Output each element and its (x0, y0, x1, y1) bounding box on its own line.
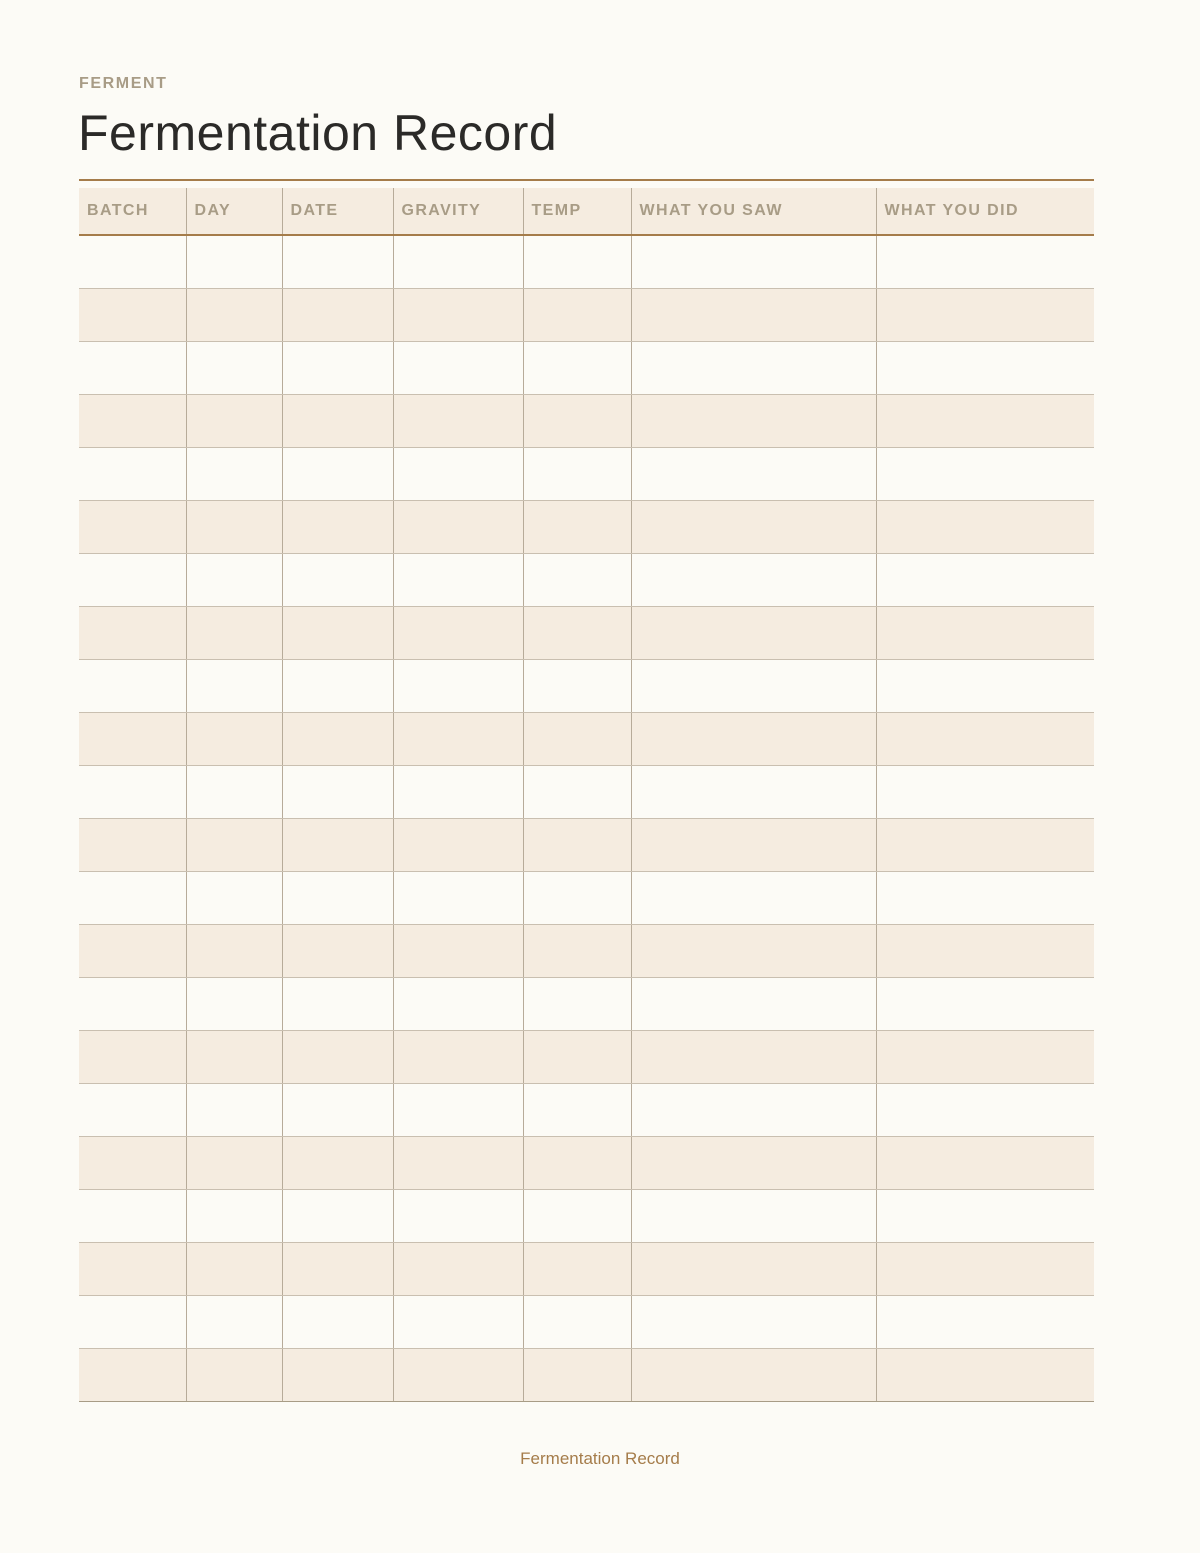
table-cell[interactable] (282, 342, 393, 395)
table-row (79, 235, 1094, 289)
table-cell[interactable] (631, 289, 876, 342)
table-cell[interactable] (876, 1349, 1094, 1402)
table-cell[interactable] (79, 554, 186, 607)
table-cell[interactable] (876, 1084, 1094, 1137)
table-row (79, 501, 1094, 554)
table-cell[interactable] (523, 819, 631, 872)
table-cell[interactable] (876, 342, 1094, 395)
table-cell[interactable] (282, 925, 393, 978)
table-cell[interactable] (393, 925, 523, 978)
table-cell[interactable] (186, 342, 282, 395)
table-row (79, 925, 1094, 978)
table-row (79, 872, 1094, 925)
table-cell[interactable] (393, 607, 523, 660)
table-cell[interactable] (282, 1190, 393, 1243)
table-cell[interactable] (523, 501, 631, 554)
table-cell[interactable] (523, 660, 631, 713)
table-cell[interactable] (876, 1243, 1094, 1296)
table-cell[interactable] (79, 395, 186, 448)
table-cell[interactable] (523, 1137, 631, 1190)
table-cell[interactable] (79, 1243, 186, 1296)
table-cell[interactable] (282, 235, 393, 289)
table-cell[interactable] (523, 235, 631, 289)
table-cell[interactable] (186, 235, 282, 289)
table-cell[interactable] (186, 448, 282, 501)
table-cell[interactable] (876, 1031, 1094, 1084)
column-header-temp: TEMP (523, 188, 631, 235)
table-cell[interactable] (631, 1296, 876, 1349)
table-cell[interactable] (282, 607, 393, 660)
table-cell[interactable] (79, 448, 186, 501)
table-row (79, 448, 1094, 501)
table-cell[interactable] (523, 1243, 631, 1296)
table-cell[interactable] (876, 978, 1094, 1031)
table-cell[interactable] (631, 1137, 876, 1190)
table-cell[interactable] (79, 289, 186, 342)
table-cell[interactable] (523, 1296, 631, 1349)
table-cell[interactable] (876, 1137, 1094, 1190)
table-cell[interactable] (876, 395, 1094, 448)
table-cell[interactable] (631, 925, 876, 978)
table-row (79, 1031, 1094, 1084)
table-cell[interactable] (523, 554, 631, 607)
table-cell[interactable] (876, 660, 1094, 713)
table-cell[interactable] (393, 819, 523, 872)
table-cell[interactable] (79, 819, 186, 872)
table-cell[interactable] (393, 978, 523, 1031)
table-row (79, 660, 1094, 713)
table-cell[interactable] (186, 1349, 282, 1402)
column-header-batch: BATCH (79, 188, 186, 235)
table-cell[interactable] (393, 501, 523, 554)
table-cell[interactable] (523, 342, 631, 395)
table-cell[interactable] (631, 766, 876, 819)
table-cell[interactable] (282, 448, 393, 501)
table-cell[interactable] (631, 978, 876, 1031)
table-cell[interactable] (393, 448, 523, 501)
table-cell[interactable] (876, 766, 1094, 819)
table-cell[interactable] (282, 501, 393, 554)
table-cell[interactable] (393, 1296, 523, 1349)
table-cell[interactable] (79, 713, 186, 766)
table-cell[interactable] (631, 342, 876, 395)
table-cell[interactable] (79, 501, 186, 554)
table-cell[interactable] (186, 872, 282, 925)
table-row (79, 342, 1094, 395)
table-cell[interactable] (876, 289, 1094, 342)
column-header-what-you-saw: WHAT YOU SAW (631, 188, 876, 235)
table-cell[interactable] (186, 1031, 282, 1084)
table-cell[interactable] (79, 1137, 186, 1190)
table-cell[interactable] (523, 1190, 631, 1243)
table-cell[interactable] (186, 1084, 282, 1137)
table-cell[interactable] (631, 872, 876, 925)
table-cell[interactable] (876, 1296, 1094, 1349)
table-row (79, 1243, 1094, 1296)
table-cell[interactable] (79, 660, 186, 713)
table-cell[interactable] (631, 554, 876, 607)
table-cell[interactable] (79, 766, 186, 819)
table-row (79, 395, 1094, 448)
table-cell[interactable] (876, 235, 1094, 289)
table-cell[interactable] (186, 395, 282, 448)
table-row (79, 554, 1094, 607)
table-cell[interactable] (876, 607, 1094, 660)
table-cell[interactable] (186, 1190, 282, 1243)
table-cell[interactable] (631, 713, 876, 766)
table-cell[interactable] (523, 448, 631, 501)
table-cell[interactable] (393, 1137, 523, 1190)
table-cell[interactable] (393, 342, 523, 395)
table-cell[interactable] (523, 289, 631, 342)
table-cell[interactable] (186, 607, 282, 660)
table-cell[interactable] (186, 978, 282, 1031)
table-row (79, 766, 1094, 819)
table-cell[interactable] (876, 872, 1094, 925)
table-cell[interactable] (79, 342, 186, 395)
table-cell[interactable] (631, 501, 876, 554)
table-cell[interactable] (79, 607, 186, 660)
table-cell[interactable] (631, 1190, 876, 1243)
table-cell[interactable] (631, 607, 876, 660)
table-cell[interactable] (186, 1137, 282, 1190)
table-cell[interactable] (79, 872, 186, 925)
table-row (79, 1296, 1094, 1349)
table-row (79, 819, 1094, 872)
table-cell[interactable] (186, 554, 282, 607)
table-cell[interactable] (79, 1190, 186, 1243)
table-cell[interactable] (876, 448, 1094, 501)
table-cell[interactable] (186, 289, 282, 342)
table-cell[interactable] (523, 925, 631, 978)
table-cell[interactable] (282, 1243, 393, 1296)
table-cell[interactable] (79, 1296, 186, 1349)
table-cell[interactable] (523, 1031, 631, 1084)
table-cell[interactable] (79, 925, 186, 978)
table-cell[interactable] (631, 1349, 876, 1402)
footer-text: Fermentation Record (520, 1449, 680, 1468)
table-cell[interactable] (79, 1084, 186, 1137)
table-cell[interactable] (631, 1084, 876, 1137)
table-cell[interactable] (282, 1031, 393, 1084)
column-header-date: DATE (282, 188, 393, 235)
fermentation-log-table (79, 188, 1094, 1402)
table-cell[interactable] (631, 1243, 876, 1296)
table-cell[interactable] (523, 1084, 631, 1137)
column-header-day: DAY (186, 188, 282, 235)
table-cell[interactable] (523, 395, 631, 448)
table-cell[interactable] (523, 766, 631, 819)
table-row (79, 1084, 1094, 1137)
table-cell[interactable] (282, 1137, 393, 1190)
table-cell[interactable] (393, 235, 523, 289)
table-row (79, 1137, 1094, 1190)
table-cell[interactable] (523, 713, 631, 766)
table-row (79, 607, 1094, 660)
table-row (79, 1349, 1094, 1402)
eyebrow-label: FERMENT (79, 75, 168, 92)
table-cell[interactable] (282, 978, 393, 1031)
table-cell[interactable] (282, 289, 393, 342)
table-cell[interactable] (186, 713, 282, 766)
table-cell[interactable] (186, 1296, 282, 1349)
table-cell[interactable] (393, 1243, 523, 1296)
table-cell[interactable] (876, 1190, 1094, 1243)
table-cell[interactable] (282, 554, 393, 607)
column-header-what-you-did: WHAT YOU DID (876, 188, 1094, 235)
table-cell[interactable] (79, 978, 186, 1031)
table-cell[interactable] (393, 1349, 523, 1402)
table-cell[interactable] (79, 235, 186, 289)
table-cell[interactable] (523, 978, 631, 1031)
table-cell[interactable] (79, 1349, 186, 1402)
table-cell[interactable] (393, 713, 523, 766)
table-cell[interactable] (282, 819, 393, 872)
table-cell[interactable] (282, 395, 393, 448)
column-header-gravity: GRAVITY (393, 188, 523, 235)
table-cell[interactable] (876, 819, 1094, 872)
table-cell[interactable] (523, 872, 631, 925)
table-cell[interactable] (393, 660, 523, 713)
table-cell[interactable] (282, 1084, 393, 1137)
table-cell[interactable] (393, 1084, 523, 1137)
table-cell[interactable] (631, 819, 876, 872)
table-row (79, 713, 1094, 766)
table-cell[interactable] (282, 872, 393, 925)
table-cell[interactable] (523, 607, 631, 660)
table-row (79, 1190, 1094, 1243)
table-cell[interactable] (876, 713, 1094, 766)
table-cell[interactable] (282, 713, 393, 766)
table-cell[interactable] (393, 1031, 523, 1084)
table-cell[interactable] (393, 766, 523, 819)
table-cell[interactable] (393, 289, 523, 342)
table-cell[interactable] (393, 554, 523, 607)
table-cell[interactable] (186, 660, 282, 713)
table-cell[interactable] (393, 1190, 523, 1243)
table-cell[interactable] (282, 766, 393, 819)
table-cell[interactable] (876, 501, 1094, 554)
table-cell[interactable] (393, 872, 523, 925)
table-cell[interactable] (523, 1349, 631, 1402)
table-cell[interactable] (393, 395, 523, 448)
table-cell[interactable] (876, 554, 1094, 607)
table-row (79, 289, 1094, 342)
table-cell[interactable] (186, 819, 282, 872)
table-cell[interactable] (186, 766, 282, 819)
table-cell[interactable] (876, 925, 1094, 978)
table-cell[interactable] (186, 925, 282, 978)
table-cell[interactable] (631, 1031, 876, 1084)
page-title: Fermentation Record (78, 105, 558, 161)
table-cell[interactable] (282, 1296, 393, 1349)
table-cell[interactable] (631, 395, 876, 448)
table-cell[interactable] (631, 448, 876, 501)
table-cell[interactable] (631, 235, 876, 289)
table-cell[interactable] (186, 501, 282, 554)
table-cell[interactable] (631, 660, 876, 713)
table-cell[interactable] (282, 1349, 393, 1402)
table-body (79, 235, 1094, 1402)
table-cell[interactable] (79, 1031, 186, 1084)
table-cell[interactable] (282, 660, 393, 713)
table-cell[interactable] (186, 1243, 282, 1296)
top-rule (79, 179, 1094, 181)
table-header-row (79, 188, 1094, 235)
table-row (79, 978, 1094, 1031)
